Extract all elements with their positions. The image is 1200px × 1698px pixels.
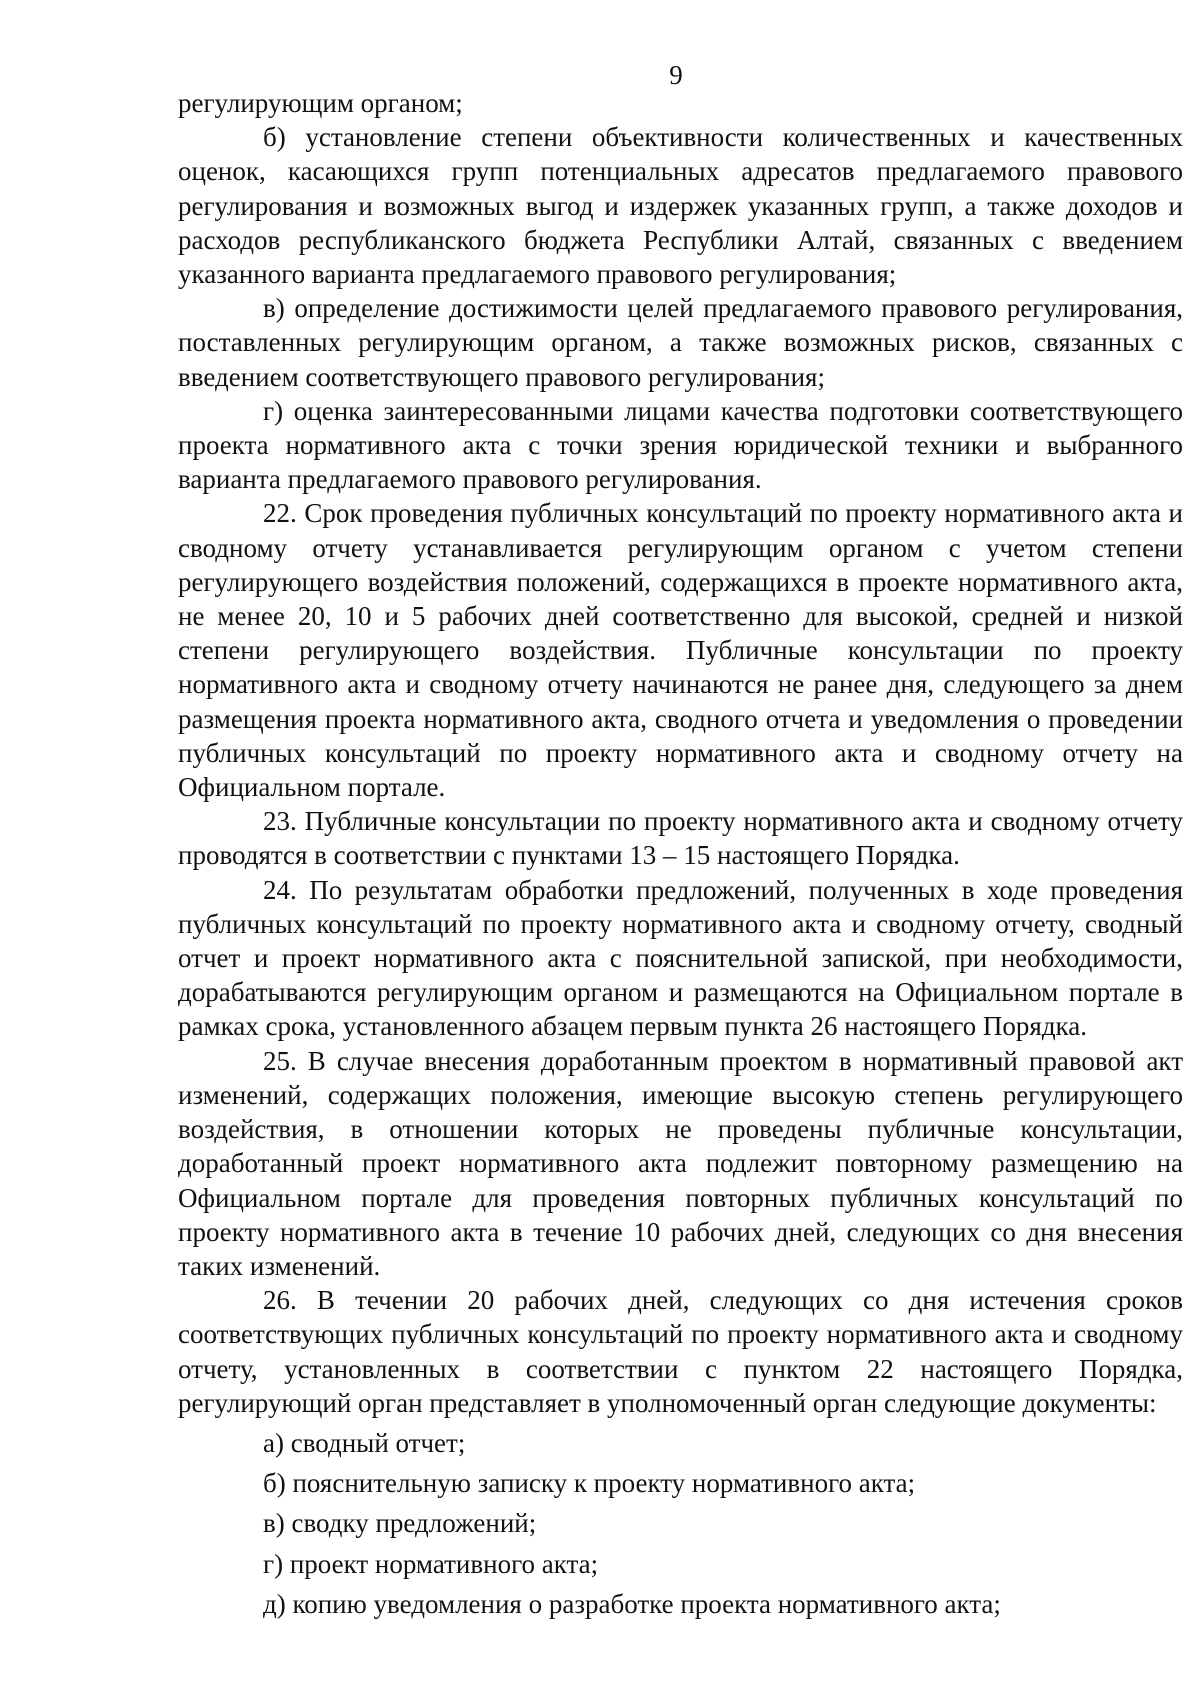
document-body xyxy=(178,86,1183,1621)
paragraph-22: 22. Срок проведения публичных консультаций по проекту нормативного акта и сводному отчету устанавливается регулирующим органом с учетом степени регулирующего воздействия положений, содержащихся в проекте нормативного акта, не менее 20, 10 и 5 рабочих дней соответственно для высокой, средней и низкой степени регулирующего воздействия. Публичные консультации по проекту нормативного акта и сводному отчету начинаются не ранее дня, следующего за днем размещения проекта нормативного акта, сводного отчета и уведомления о проведении публичных консультаций по проекту нормативного акта и сводному отчету на Официальном портале. xyxy=(178,498,1183,803)
paragraph-continuation: регулирующим органом; xyxy=(178,88,463,118)
list-item-v: в) сводку предложений; xyxy=(263,1508,537,1539)
list-item-b: б) пояснительную записку к проекту нормативного акта; xyxy=(263,1468,916,1499)
paragraph-subitem-b: б) установление степени объективности количественных и качественных оценок, касающихся групп потенциальных адресатов предлагаемого правового регулирования и возможных выгод и издержек указанных групп, а также доходов и расходов республиканского бюджета Республики Алтай, связанных с введением указанного варианта предлагаемого правового регулирования; xyxy=(178,122,1183,290)
list-item-g: г) проект нормативного акта; xyxy=(263,1548,599,1579)
list-item-a: а) сводный отчет; xyxy=(263,1427,466,1458)
paragraph-26: 26. В течении 20 рабочих дней, следующих со дня истечения сроков соответствующих публичных консультаций по проекту нормативного акта и сводному отчету, установленных в соответствии с пунктом 22 настоящего Порядка, регулирующий орган представляет в уполномоченный орган следующие документы: xyxy=(178,1285,1183,1418)
page-number: 9 xyxy=(669,60,683,90)
paragraph-subitem-v: в) определение достижимости целей предлагаемого правового регулирования, поставленных регулирующим органом, а также возможных рисков, связанных с введением соответствующего правового регулирования; xyxy=(178,293,1183,392)
list-item-d: д) копию уведомления о разработке проекта нормативного акта; xyxy=(263,1588,1001,1619)
paragraph-subitem-g: г) оценка заинтересованными лицами качества подготовки соответствующего проекта нормативного акта с точки зрения юридической техники и выбранного варианта предлагаемого правового регулирования. xyxy=(178,395,1183,495)
paragraph-25: 25. В случае внесения доработанным проектом в нормативный правовой акт изменений, содержащих положения, имеющие высокую степень регулирующего воздействия, в отношении которых не проведены публичные консультации, доработанный проект нормативного акта подлежит повторному размещению на Официальном портале для проведения повторных публичных консультаций по проекту нормативного акта в течение 10 рабочих дней, следующих со дня внесения таких изменений. xyxy=(178,1045,1183,1281)
paragraph-24: 24. По результатам обработки предложений, полученных в ходе проведения публичных консультаций по проекту нормативного акта и сводному отчету, сводный отчет и проект нормативного акта с пояснительной запиской, при необходимости, дорабатываются регулирующим органом и размещаются на Официальном портале в рамках срока, установленного абзацем первым пункта 26 настоящего Порядка. xyxy=(178,874,1183,1042)
paragraph-23: 23. Публичные консультации по проекту нормативного акта и сводному отчету проводятся в соответствии с пунктами 13 – 15 настоящего Порядка. xyxy=(178,806,1183,871)
